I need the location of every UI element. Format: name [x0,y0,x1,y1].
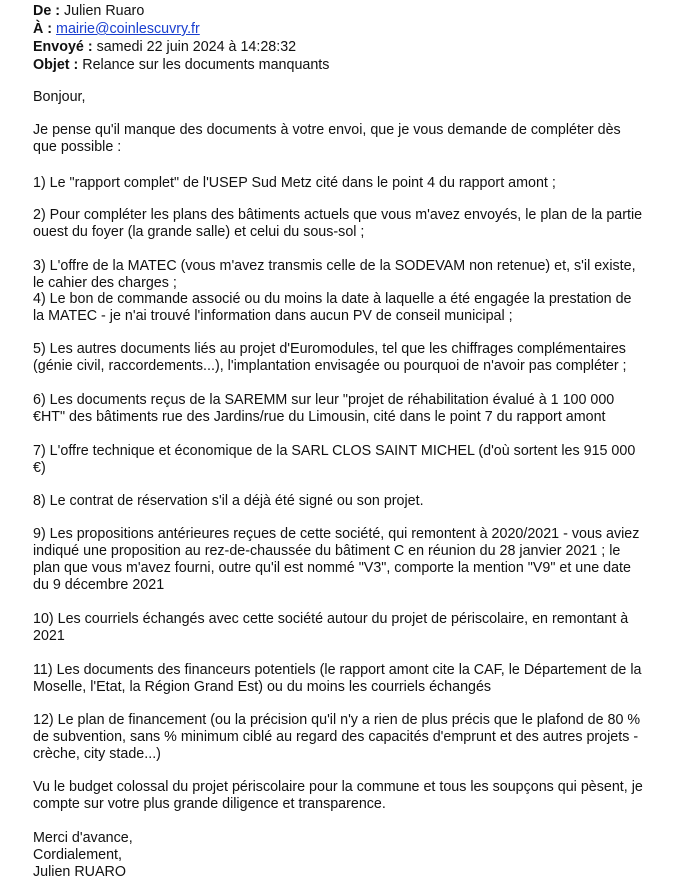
list-item: 8) Le contrat de réservation s'il a déjà été signé ou son projet. [33,493,424,509]
sent-label: Envoyé : [33,39,93,55]
to-label: À : [33,21,53,37]
list-item: 1) Le "rapport complet" de l'USEP Sud Metz cité dans le point 4 du rapport amont ; [33,175,556,191]
list-item: 3) L'offre de la MATEC (vous m'avez transmis celle de la SODEVAM non retenue) et, s'il existe, le cahier des charges ; [33,258,636,291]
from-row [33,2,673,20]
list-item: 5) Les autres documents liés au projet d'Euromodules, tel que les chiffrages complémentaires (génie civil, raccordements...), l'implantation envisagée ou pourquoi de n'avoir pas compléter ; [33,341,627,374]
list-item: 9) Les propositions antérieures reçues de cette société, qui remontent à 2020/2021 - vous aviez indiqué une proposition au rez-de-chaussée du bâtiment C en réunion du 28 janvier 2021 ; le plan que vous m'avez fourni, outre qu'il est nommé "V3", comporte la mention "V9" et une date du 9 décembre 2021 [33,526,640,593]
list-item: 2) Pour compléter les plans des bâtiments actuels que vous m'avez envoyés, le plan de la partie ouest du foyer (la grande salle) et celui du sous-sol ; [33,207,643,240]
signature-line: Cordialement, [33,847,122,863]
subject-row [33,56,673,74]
from-label: De : [33,3,61,19]
list-item: 6) Les documents reçus de la SAREMM sur leur "projet de réhabilitation évalué à 1 100 000 €HT" des bâtiments rue des Jardins/rue du Limousin, cité dans le point 7 du rapport amont [33,392,615,425]
list-item: 10) Les courriels échangés avec cette société autour du projet de périscolaire, en remontant à 2021 [33,611,629,644]
from-value: Julien Ruaro [64,3,145,19]
list-item: 12) Le plan de financement (ou la précision qu'il n'y a rien de plus précis que le plafond de 80 % de subvention, sans % minimum ciblé au regard des capacités d'emprunt et des autres projets - crèche, city stade...) [33,712,641,762]
signature-line: Merci d'avance, [33,830,133,846]
intro-paragraph: Je pense qu'il manque des documents à votre envoi, que je vous demande de compléter dès que possible : [33,122,621,155]
to-row [33,20,673,38]
signature [33,830,133,881]
email-header [33,2,673,74]
to-email-link[interactable]: mairie@coinlescuvry.fr [56,21,200,37]
subject-value: Relance sur les documents manquants [82,57,330,73]
list-item: 7) L'offre technique et économique de la SARL CLOS SAINT MICHEL (d'où sortent les 915 000 €) [33,443,636,476]
sent-value: samedi 22 juin 2024 à 14:28:32 [96,39,297,55]
list-item: 4) Le bon de commande associé ou du moins la date à laquelle a été engagée la prestation de la MATEC - je n'ai trouvé l'information dans aucun PV de conseil municipal ; [33,291,632,324]
sent-row [33,38,673,56]
list-item: 11) Les documents des financeurs potentiels (le rapport amont cite la CAF, le Département de la Moselle, l'Etat, la Région Grand Est) ou du moins les courriels échangés [33,662,642,695]
closing-paragraph: Vu le budget colossal du projet périscolaire pour la commune et tous les soupçons qui pèsent, je compte sur votre plus grande diligence et transparence. [33,779,643,812]
signature-name: Julien RUARO [33,864,126,880]
subject-label: Objet : [33,57,79,73]
greeting: Bonjour, [33,89,86,105]
